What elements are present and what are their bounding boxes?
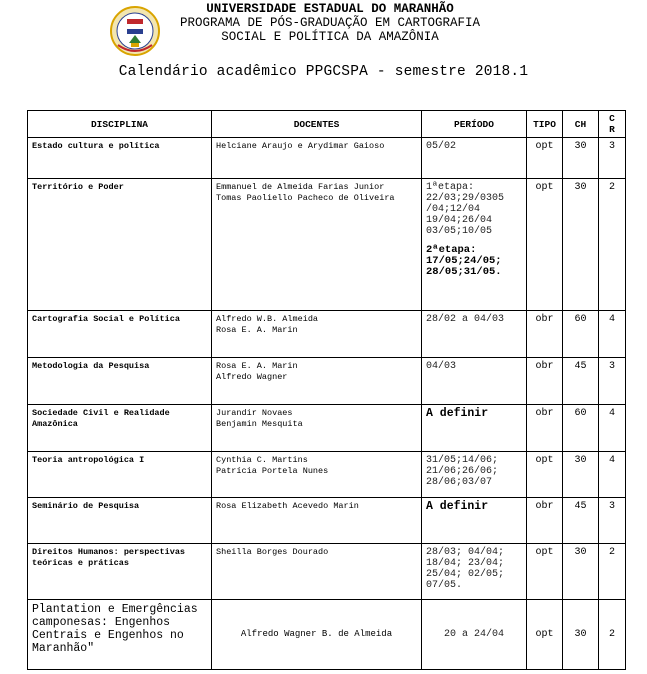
cr-cell: 3 [599,358,626,405]
docentes-cell: Jurandir Novaes Benjamin Mesquita [212,405,422,452]
disciplina-cell: Plantation e Emergências camponesas: Engenhos Centrais e Engenhos no Maranhão" [28,600,212,670]
tipo-cell: opt [527,600,563,670]
program-name: PROGRAMA DE PÓS-GRADUAÇÃO EM CARTOGRAFIA [179,16,481,30]
col-header-tipo: TIPO [527,111,563,138]
tipo-cell: opt [527,179,563,311]
cr-cell: 4 [599,405,626,452]
periodo-cell: 04/03 [422,358,527,405]
tipo-cell: opt [527,452,563,498]
table-row [28,600,626,670]
docentes-cell: Helciane Araujo e Arydimar Gaioso [212,138,422,179]
page-title: Calendário acadêmico PPGCSPA - semestre 2018.1 [118,64,529,80]
periodo-cell: 20 a 24/04 [422,600,527,670]
table-row [28,311,626,358]
cr-cell: 2 [599,600,626,670]
cr-cell: 2 [599,179,626,311]
ch-cell: 60 [563,311,599,358]
cr-cell: 3 [599,498,626,544]
table-row [28,498,626,544]
table-row [28,452,626,498]
periodo-cell: 31/05;14/06; 21/06;26/06; 28/06;03/07 [422,452,527,498]
table-row [28,544,626,600]
ch-cell: 30 [563,600,599,670]
ch-cell: 30 [563,138,599,179]
tipo-cell: obr [527,311,563,358]
table-row [28,138,626,179]
ch-cell: 30 [563,179,599,311]
tipo-cell: obr [527,405,563,452]
table-row [28,358,626,405]
periodo-cell: A definir [422,405,527,452]
docentes-cell: Alfredo W.B. Almeida Rosa E. A. Marin [212,311,422,358]
docentes-cell: Rosa E. A. Marin Alfredo Wagner [212,358,422,405]
disciplina-cell: Estado cultura e política [28,138,212,179]
disciplina-cell: Cartografia Social e Política [28,311,212,358]
document-header [0,0,647,60]
disciplina-cell: Território e Poder [28,179,212,311]
periodo-cell: 1ªetapa: 22/03;29/0305 /04;12/04 19/04;26/04 03/05;10/05 2ªetapa: 17/05;24/05; 28/05;31/05. [422,179,527,311]
tipo-cell: obr [527,498,563,544]
disciplina-cell: Direitos Humanos: perspectivas teóricas e práticas [28,544,212,600]
calendar-table [27,110,626,670]
tipo-cell: opt [527,544,563,600]
table-row [28,179,626,311]
cr-cell: 4 [599,452,626,498]
table-row [28,405,626,452]
program-name-cont: SOCIAL E POLÍTICA DA AMAZÔNIA [221,30,439,44]
col-header-ch: CH [563,111,599,138]
col-header-periodo: PERÍODO [422,111,527,138]
ch-cell: 45 [563,358,599,405]
periodo-cell: 28/03; 04/04; 18/04; 23/04; 25/04; 02/05; 07/05. [422,544,527,600]
periodo-cell: A definir [422,498,527,544]
ch-cell: 45 [563,498,599,544]
table-header-row [28,111,626,138]
disciplina-cell: Teoria antropológica I [28,452,212,498]
docentes-cell: Cynthia C. Martins Patrícia Portela Nunes [212,452,422,498]
cr-cell: 4 [599,311,626,358]
tipo-cell: obr [527,358,563,405]
col-header-docentes: DOCENTES [212,111,422,138]
disciplina-cell: Metodologia da Pesquisa [28,358,212,405]
col-header-cr: C R [599,111,626,138]
docentes-cell: Rosa Elizabeth Acevedo Marin [212,498,422,544]
disciplina-cell: Seminário de Pesquisa [28,498,212,544]
cr-cell: 2 [599,544,626,600]
docentes-cell: Emmanuel de Almeida Farias Junior Tomas Paoliello Pacheco de Oliveira [212,179,422,311]
docentes-cell: Alfredo Wagner B. de Almeida [212,600,422,670]
disciplina-cell: Sociedade Civil e Realidade Amazônica [28,405,212,452]
docentes-cell: Sheilla Borges Dourado [212,544,422,600]
periodo-cell: 05/02 [422,138,527,179]
periodo-cell: 28/02 a 04/03 [422,311,527,358]
tipo-cell: opt [527,138,563,179]
col-header-disciplina: DISCIPLINA [28,111,212,138]
university-name: UNIVERSIDADE ESTADUAL DO MARANHÃO [206,2,454,16]
cr-cell: 3 [599,138,626,179]
ch-cell: 60 [563,405,599,452]
ch-cell: 30 [563,452,599,498]
ch-cell: 30 [563,544,599,600]
